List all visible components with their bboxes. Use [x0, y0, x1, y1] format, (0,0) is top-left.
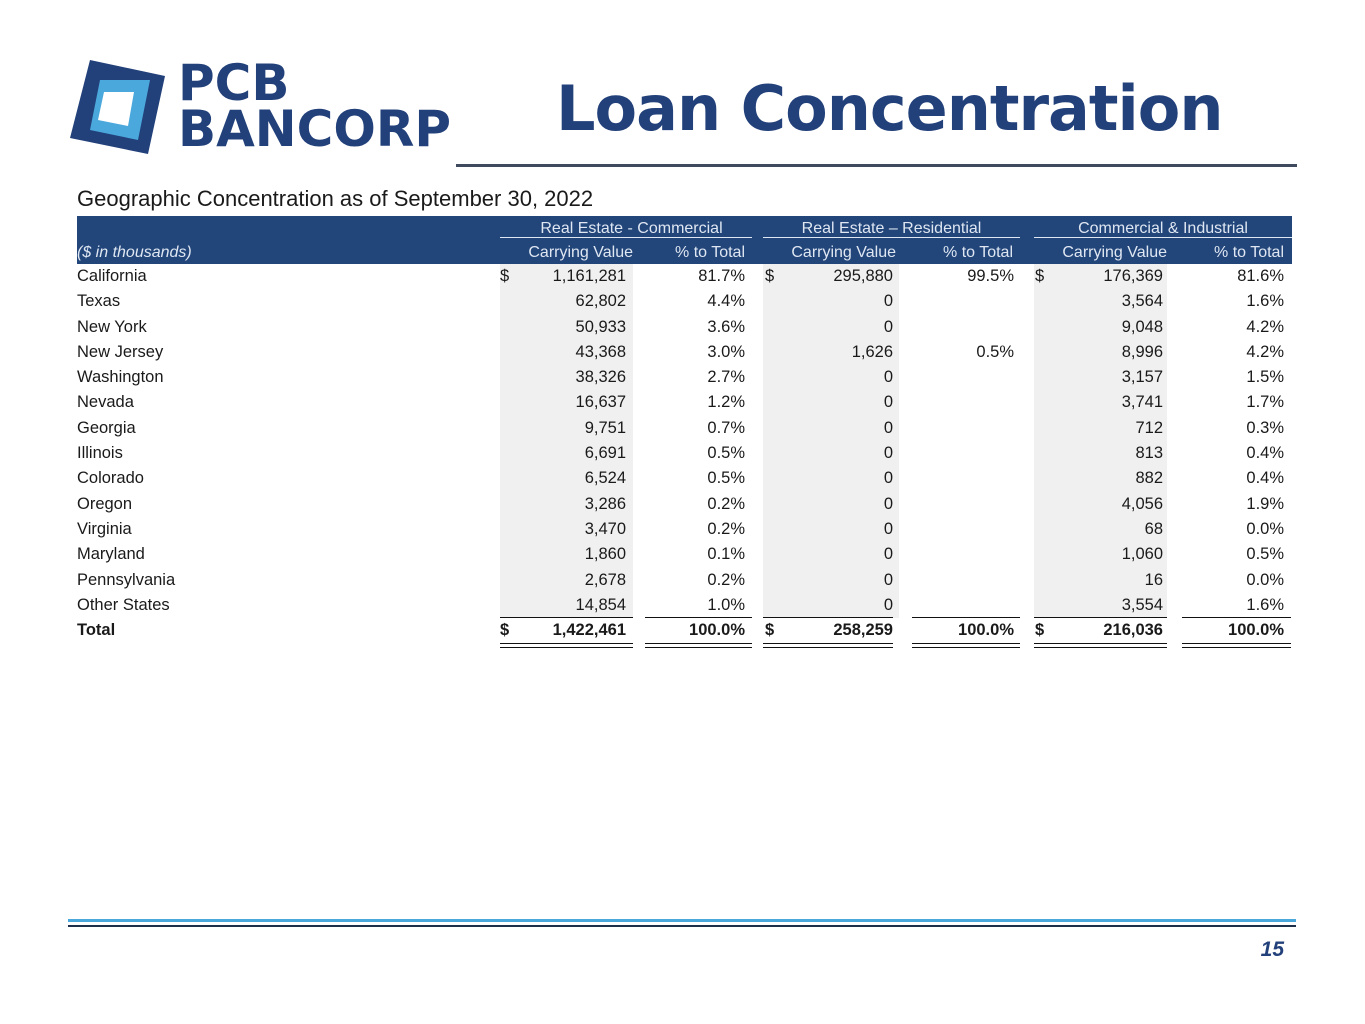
logo-line-1: PCB [178, 54, 290, 112]
table-row [77, 517, 1292, 542]
carrying-value-cell: 3,741 [1121, 393, 1163, 412]
group-header-commercial-industrial: Commercial & Industrial [1078, 220, 1248, 237]
currency-symbol [1035, 492, 1049, 517]
pcb-bancorp-logo [68, 54, 468, 158]
currency-symbol [1035, 441, 1049, 466]
carrying-value-cell: 0 [883, 368, 893, 387]
currency-symbol [1035, 593, 1049, 618]
pct-total-cell [913, 416, 1014, 441]
state-cell: Colorado [77, 469, 144, 488]
table-row [77, 264, 1292, 289]
carrying-value-cell: 0 [883, 393, 893, 412]
carrying-value-cell: 0 [883, 418, 893, 437]
currency-symbol [1035, 466, 1049, 491]
pct-total-cell: 3.0% [707, 342, 745, 361]
pct-total-cell: 99.5% [967, 267, 1014, 285]
col-header-pct-total: % to Total [1214, 244, 1284, 261]
currency-symbol [765, 416, 779, 441]
loan-concentration-table [77, 216, 1292, 643]
carrying-value-cell: 38,326 [575, 368, 626, 387]
pct-total-cell: 1.6% [1246, 595, 1284, 614]
total-double-rule [912, 643, 1020, 648]
carrying-value-cell: 0 [883, 595, 893, 614]
carrying-value-cell: 216,036 [1103, 621, 1163, 640]
currency-symbol [765, 568, 779, 593]
state-cell: Nevada [77, 393, 134, 412]
carrying-value-cell: 1,860 [584, 545, 626, 564]
pct-total-cell: 1.0% [707, 595, 745, 614]
currency-symbol [1035, 365, 1049, 390]
carrying-value-cell: 0 [883, 519, 893, 538]
currency-symbol [765, 340, 779, 365]
carrying-value-cell: 62,802 [575, 292, 626, 311]
total-double-rule [1182, 643, 1291, 648]
carrying-value-cell: 1,060 [1121, 545, 1163, 564]
currency-symbol [500, 517, 514, 542]
carrying-value-cell: 0 [883, 317, 893, 336]
pct-total-cell: 1.6% [1246, 292, 1284, 311]
col-header-carrying-value: Carrying Value [791, 244, 896, 261]
pct-total-cell [913, 441, 1014, 466]
currency-symbol: $ [1035, 267, 1045, 285]
currency-symbol: $ [500, 621, 510, 640]
currency-symbol [765, 593, 779, 618]
carrying-value-cell: 9,048 [1121, 317, 1163, 336]
carrying-value-cell: 295,880 [833, 267, 893, 285]
carrying-value-cell: 6,524 [584, 469, 626, 488]
table-column-header-row [77, 240, 1292, 264]
total-double-rule [645, 643, 752, 648]
page-title: Loan Concentration [556, 72, 1223, 145]
carrying-value-cell: 813 [1135, 444, 1163, 463]
carrying-value-cell: 16,637 [575, 393, 626, 412]
group-header-re-residential: Real Estate – Residential [801, 220, 982, 237]
currency-symbol: $ [765, 621, 775, 640]
title-divider [456, 164, 1297, 167]
pct-total-cell [913, 593, 1014, 618]
carrying-value-cell: 3,286 [584, 494, 626, 513]
logo-mark-icon [68, 58, 168, 158]
carrying-value-cell: 3,554 [1121, 595, 1163, 614]
state-cell: Oregon [77, 494, 133, 513]
pct-total-cell: 0.2% [707, 570, 745, 589]
pct-total-cell: 1.7% [1246, 393, 1284, 412]
pct-total-cell: 100.0% [958, 621, 1014, 640]
carrying-value-cell: 176,369 [1103, 267, 1163, 285]
carrying-value-cell: 50,933 [575, 317, 626, 336]
pct-total-cell: 3.6% [707, 317, 745, 336]
unit-label: ($ in thousands) [77, 244, 192, 261]
state-cell: New Jersey [77, 342, 164, 361]
carrying-value-cell: 68 [1144, 519, 1163, 538]
group-underline [763, 237, 1020, 238]
pct-total-cell: 81.6% [1237, 267, 1284, 285]
currency-symbol: $ [500, 267, 510, 285]
group-header-re-commercial: Real Estate - Commercial [540, 220, 723, 237]
table-row [77, 416, 1292, 441]
currency-symbol [765, 517, 779, 542]
carrying-value-cell: 0 [883, 570, 893, 589]
pct-total-cell [913, 365, 1014, 390]
carrying-value-cell: 712 [1135, 418, 1163, 437]
pct-total-cell: 0.7% [707, 418, 745, 437]
carrying-value-cell: 4,056 [1121, 494, 1163, 513]
currency-symbol [1035, 517, 1049, 542]
currency-symbol [1035, 416, 1049, 441]
pct-total-cell: 4.2% [1246, 342, 1284, 361]
currency-symbol [1035, 289, 1049, 314]
currency-symbol [500, 315, 514, 340]
table-row [77, 593, 1292, 618]
carrying-value-cell: 14,854 [575, 595, 626, 614]
group-underline [1034, 237, 1292, 238]
pct-total-cell: 100.0% [1228, 621, 1284, 640]
currency-symbol [500, 340, 514, 365]
pct-total-cell: 0.5% [1246, 545, 1284, 564]
carrying-value-cell: 1,161,281 [552, 267, 626, 285]
carrying-value-cell: 3,157 [1121, 368, 1163, 387]
pct-total-cell: 0.5% [707, 444, 745, 463]
page-number: 15 [1260, 938, 1284, 961]
pct-total-cell: 1.9% [1246, 494, 1284, 513]
table-group-header-row [77, 216, 1292, 240]
carrying-value-cell: 8,996 [1121, 342, 1163, 361]
table-row [77, 390, 1292, 415]
table-row [77, 365, 1292, 390]
carrying-value-cell: 0 [883, 444, 893, 463]
currency-symbol [500, 492, 514, 517]
state-cell: Illinois [77, 444, 123, 463]
currency-symbol [1035, 390, 1049, 415]
table-row [77, 492, 1292, 517]
logo-wordmark [178, 54, 451, 158]
pct-total-cell: 4.2% [1246, 317, 1284, 336]
currency-symbol [500, 289, 514, 314]
table-row [77, 340, 1292, 365]
carrying-value-cell: 6,691 [584, 444, 626, 463]
pct-total-cell: 81.7% [698, 267, 745, 285]
pct-total-cell: 0.2% [707, 519, 745, 538]
currency-symbol [765, 466, 779, 491]
pct-total-cell: 0.0% [1246, 570, 1284, 589]
carrying-value-cell: 16 [1144, 570, 1163, 589]
carrying-value-cell: 0 [883, 545, 893, 564]
carrying-value-cell: 3,470 [584, 519, 626, 538]
col-header-carrying-value: Carrying Value [528, 244, 633, 261]
pct-total-cell: 4.4% [707, 292, 745, 311]
pct-total-cell: 0.5% [707, 469, 745, 488]
pct-total-cell: 0.1% [707, 545, 745, 564]
carrying-value-cell: 1,626 [851, 342, 893, 361]
table-row [77, 289, 1292, 314]
currency-symbol [765, 441, 779, 466]
pct-total-cell [913, 542, 1014, 567]
table-row [77, 315, 1292, 340]
group-underline [500, 237, 752, 238]
pct-total-cell: 0.4% [1246, 444, 1284, 463]
carrying-value-cell: 882 [1135, 469, 1163, 488]
total-double-rule [500, 643, 633, 648]
carrying-value-cell: 0 [883, 292, 893, 311]
currency-symbol [765, 492, 779, 517]
currency-symbol [1035, 340, 1049, 365]
carrying-value-cell: 43,368 [575, 342, 626, 361]
pct-total-cell [913, 568, 1014, 593]
col-header-carrying-value: Carrying Value [1062, 244, 1167, 261]
currency-symbol [500, 542, 514, 567]
pct-total-cell: 0.2% [707, 494, 745, 513]
currency-symbol [500, 466, 514, 491]
state-cell: Virginia [77, 519, 132, 538]
state-cell: Pennsylvania [77, 570, 176, 589]
footer-rule-dark [68, 925, 1296, 927]
pct-total-cell: 0.0% [1246, 519, 1284, 538]
footer-rule-light [68, 919, 1296, 922]
currency-symbol [765, 289, 779, 314]
carrying-value-cell: 1,422,461 [552, 621, 626, 640]
carrying-value-cell: 9,751 [584, 418, 626, 437]
pct-total-cell: 0.5% [976, 342, 1014, 361]
table-body [77, 264, 1292, 643]
currency-symbol [500, 441, 514, 466]
carrying-value-cell: 0 [883, 494, 893, 513]
currency-symbol: $ [1035, 621, 1045, 640]
table-subtitle: Geographic Concentration as of September 30, 2022 [77, 186, 594, 211]
table-row [77, 466, 1292, 491]
state-cell: California [77, 267, 147, 285]
state-cell: Maryland [77, 545, 145, 564]
carrying-value-cell: 3,564 [1121, 292, 1163, 311]
pct-total-cell [913, 517, 1014, 542]
currency-symbol [1035, 568, 1049, 593]
table-row [77, 542, 1292, 567]
carrying-value-cell: 258,259 [833, 621, 893, 640]
pct-total-cell [913, 289, 1014, 314]
pct-total-cell: 0.3% [1246, 418, 1284, 437]
pct-total-cell [913, 390, 1014, 415]
total-double-rule [1034, 643, 1167, 648]
state-cell: Total [77, 621, 116, 640]
total-double-rule [763, 643, 893, 648]
currency-symbol [500, 568, 514, 593]
state-cell: Washington [77, 368, 164, 387]
carrying-value-cell: 0 [883, 469, 893, 488]
pct-total-cell [913, 492, 1014, 517]
currency-symbol [1035, 542, 1049, 567]
state-cell: Other States [77, 595, 170, 614]
pct-total-cell: 100.0% [689, 621, 745, 640]
table-row [77, 568, 1292, 593]
currency-symbol [765, 365, 779, 390]
currency-symbol [1035, 315, 1049, 340]
col-header-pct-total: % to Total [675, 244, 745, 261]
currency-symbol [765, 542, 779, 567]
currency-symbol [500, 416, 514, 441]
carrying-value-cell: 2,678 [584, 570, 626, 589]
currency-symbol [500, 365, 514, 390]
pct-total-cell: 1.2% [707, 393, 745, 412]
pct-total-cell [913, 466, 1014, 491]
currency-symbol [765, 315, 779, 340]
table-total-row [77, 618, 1292, 643]
state-cell: Georgia [77, 418, 136, 437]
pct-total-cell: 0.4% [1246, 469, 1284, 488]
table-row [77, 441, 1292, 466]
currency-symbol [500, 390, 514, 415]
pct-total-cell [913, 315, 1014, 340]
currency-symbol [500, 593, 514, 618]
col-header-pct-total: % to Total [943, 244, 1013, 261]
currency-symbol: $ [765, 267, 775, 285]
pct-total-cell: 2.7% [707, 368, 745, 387]
pct-total-cell: 1.5% [1246, 368, 1284, 387]
state-cell: Texas [77, 292, 121, 311]
currency-symbol [765, 390, 779, 415]
logo-line-2: BANCORP [178, 100, 451, 158]
state-cell: New York [77, 317, 147, 336]
